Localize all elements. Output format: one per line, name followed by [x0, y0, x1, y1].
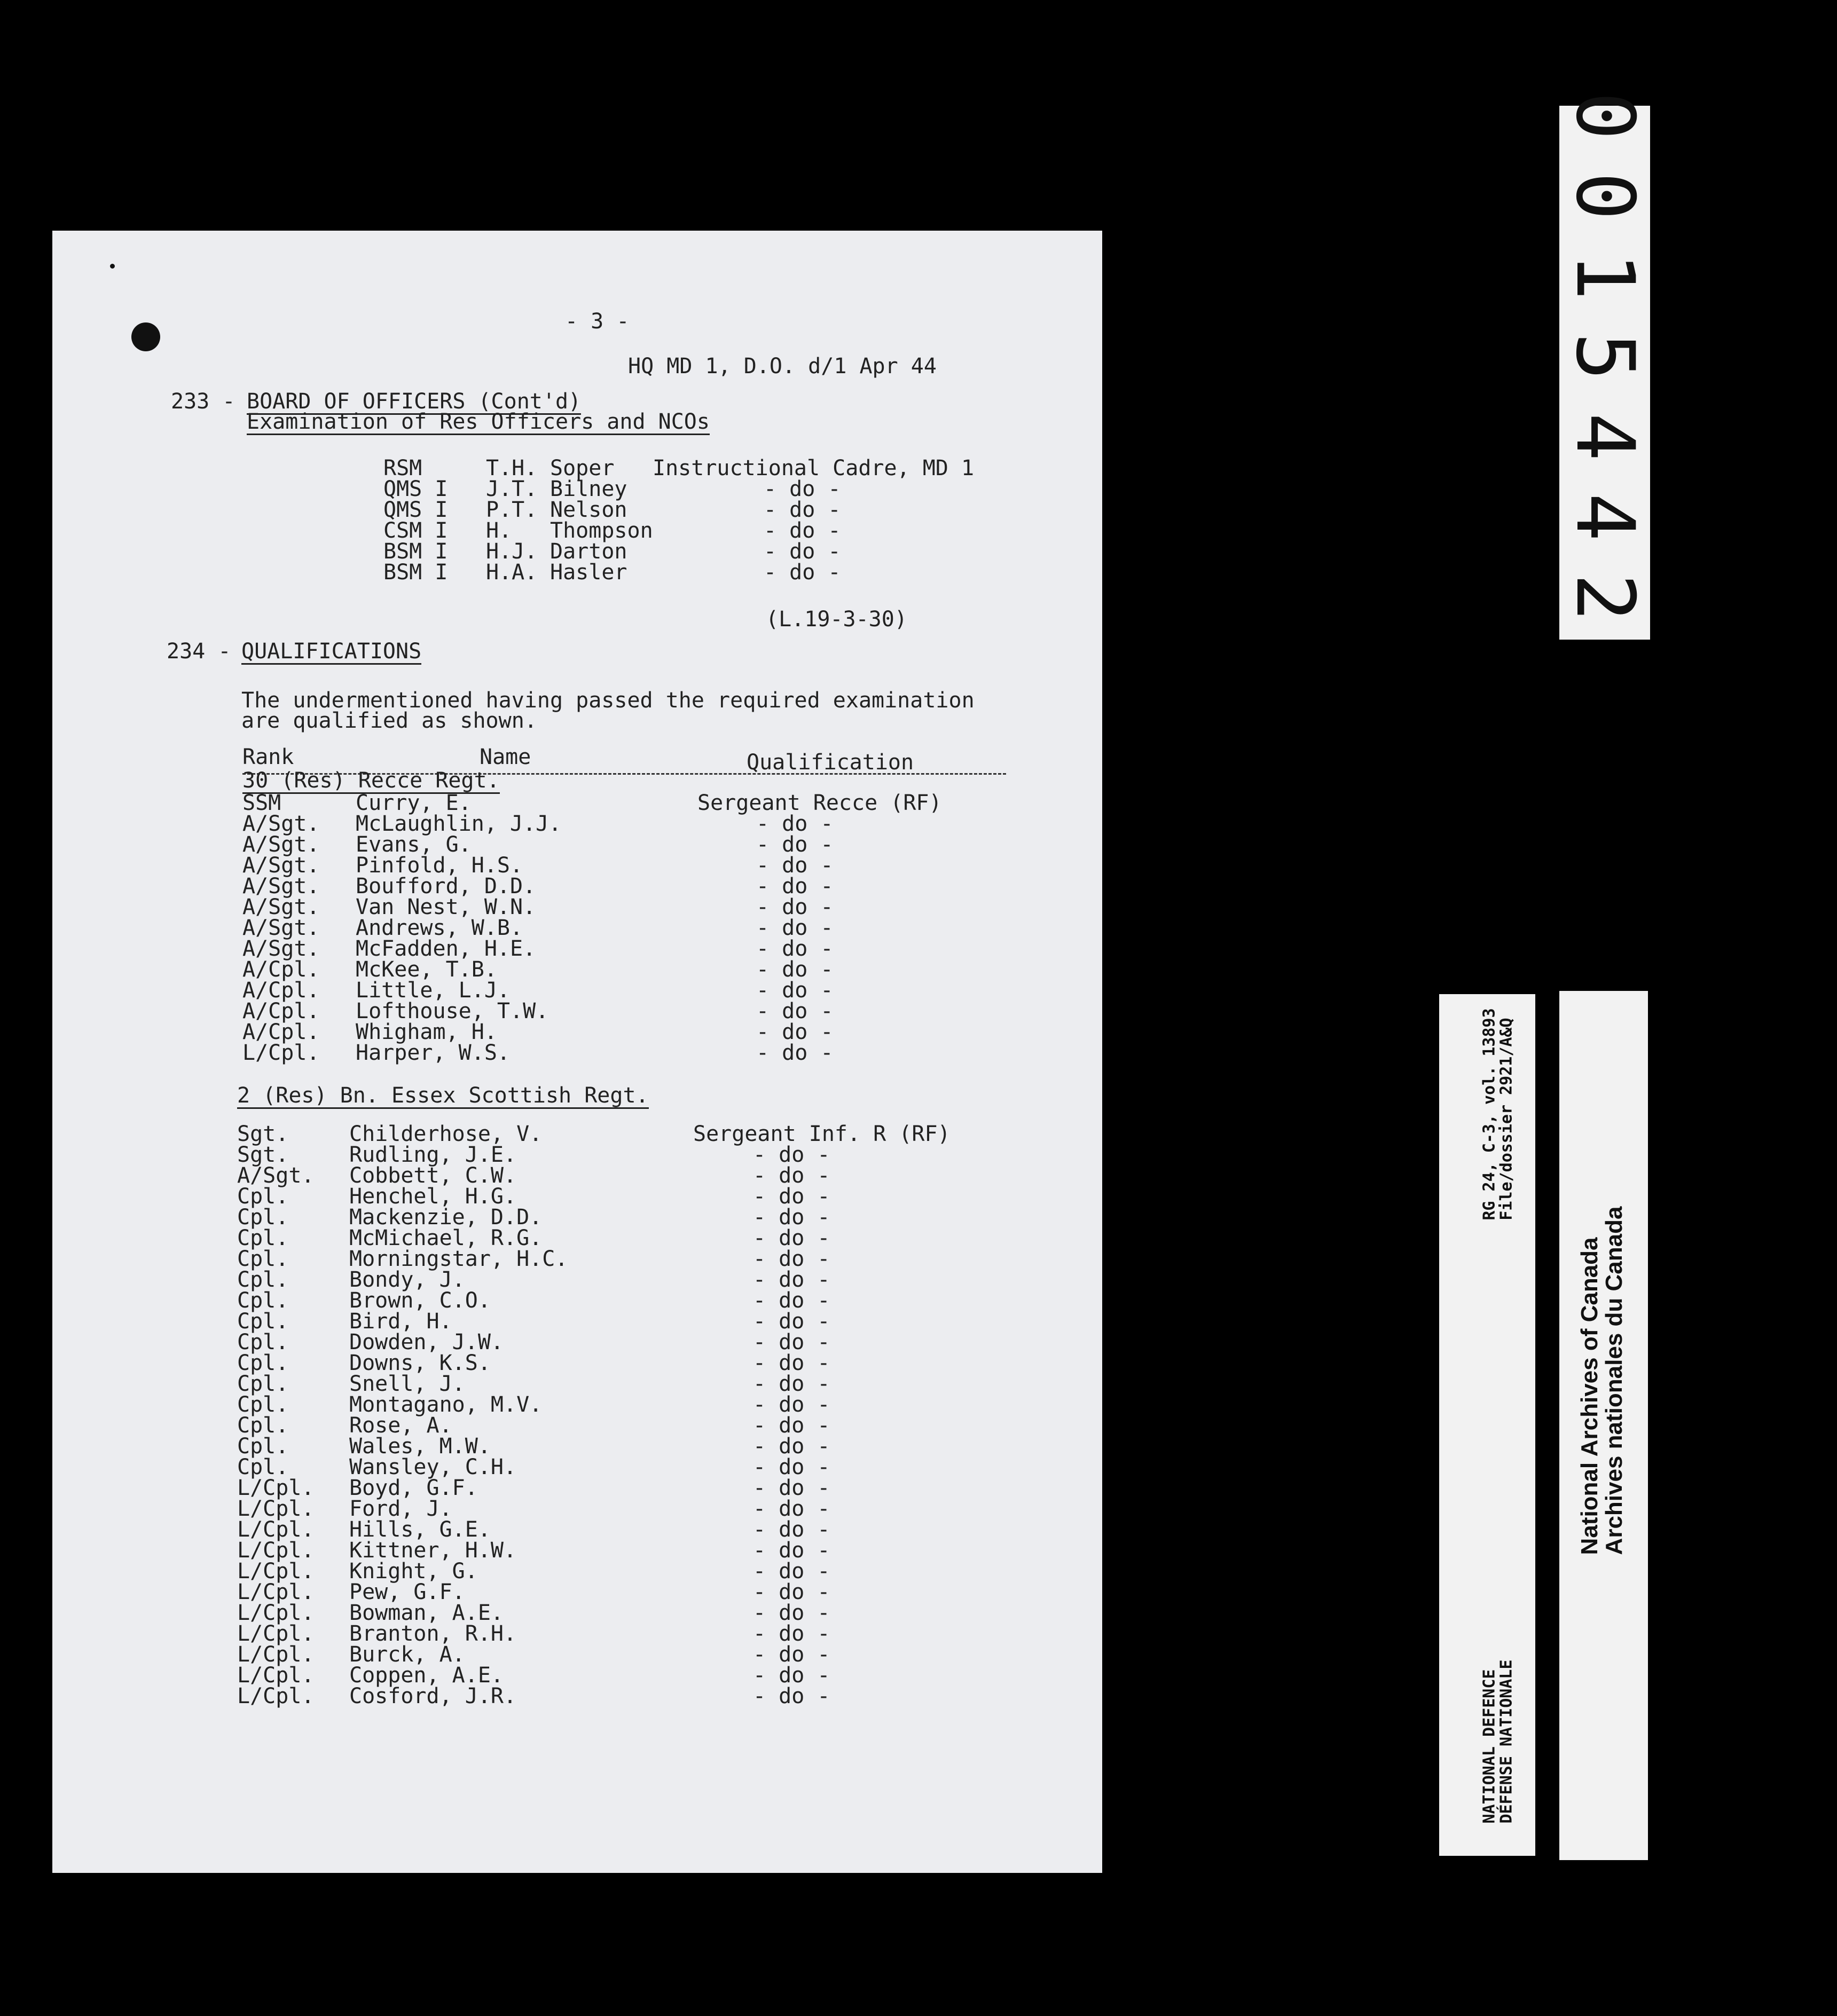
- table-row-qualification: - do -: [756, 957, 834, 982]
- examinee-initials: P.T.: [486, 498, 538, 522]
- examinee-surname: Bilney: [550, 477, 627, 501]
- speck: [110, 264, 115, 269]
- table-row-qualification: - do -: [753, 1143, 830, 1167]
- table-row-rank: Cpl.: [237, 1455, 289, 1479]
- table-row-rank: Cpl.: [237, 1288, 289, 1313]
- section-233-title: BOARD OF OFFICERS (Cont'd): [247, 389, 582, 414]
- table-row-rank: Sgt.: [237, 1143, 289, 1167]
- column-header-name: Name: [480, 745, 531, 769]
- table-row-rank: A/Cpl.: [242, 957, 320, 982]
- examinee-rank: CSM I: [383, 518, 448, 543]
- table-row-name: Bird, H.: [349, 1309, 452, 1334]
- table-row-qualification: - do -: [756, 812, 834, 836]
- microfilm-frame-label: [1558, 91, 1651, 654]
- table-row-qualification: - do -: [753, 1247, 830, 1271]
- table-row-qualification: - do -: [756, 895, 834, 919]
- examinee-surname: Hasler: [550, 560, 627, 585]
- table-row-rank: L/Cpl.: [237, 1663, 315, 1688]
- table-row-name: Lofthouse, T.W.: [356, 999, 549, 1023]
- table-row-rank: L/Cpl.: [237, 1642, 315, 1667]
- examinee-rank: QMS I: [383, 498, 448, 522]
- table-row-name: Rudling, J.E.: [349, 1143, 517, 1167]
- table-row-name: Snell, J.: [349, 1372, 465, 1396]
- table-row-name: McLaughlin, J.J.: [356, 812, 562, 836]
- table-row-qualification: - do -: [753, 1413, 830, 1438]
- table-row-qualification: - do -: [753, 1684, 830, 1708]
- table-row-rank: Cpl.: [237, 1205, 289, 1230]
- order-reference: HQ MD 1, D.O. d/1 Apr 44: [628, 354, 937, 379]
- department-line-1: NATIONAL DEFENCE: [1480, 1669, 1499, 1824]
- table-row-name: Henchel, H.G.: [349, 1184, 517, 1209]
- table-row-name: McKee, T.B.: [356, 957, 497, 982]
- table-row-rank: A/Sgt.: [242, 832, 320, 857]
- table-row-rank: L/Cpl.: [237, 1559, 315, 1584]
- table-row-rank: A/Sgt.: [242, 874, 320, 899]
- table-row-rank: Cpl.: [237, 1309, 289, 1334]
- table-row-name: Kittner, H.W.: [349, 1538, 517, 1563]
- intro-line-1: The undermentioned having passed the required examination: [241, 688, 975, 713]
- table-row-qualification: - do -: [756, 999, 834, 1023]
- document-page: [52, 231, 1102, 1873]
- table-row-rank: Cpl.: [237, 1184, 289, 1209]
- table-row-rank: L/Cpl.: [237, 1621, 315, 1646]
- table-row-name: Boufford, D.D.: [356, 874, 536, 899]
- table-row-name: Ford, J.: [349, 1497, 452, 1521]
- table-row-rank: L/Cpl.: [237, 1601, 315, 1625]
- table-row-qualification: - do -: [753, 1330, 830, 1354]
- section-234-title: QUALIFICATIONS: [241, 639, 422, 664]
- table-row-rank: A/Cpl.: [242, 999, 320, 1023]
- table-row-qualification: - do -: [753, 1559, 830, 1584]
- table-row-name: Childerhose, V.: [349, 1122, 543, 1146]
- table-row-qualification: - do -: [753, 1372, 830, 1396]
- intro-line-2: are qualified as shown.: [241, 708, 537, 733]
- table-row-rank: L/Cpl.: [237, 1497, 315, 1521]
- column-header-rank: Rank: [242, 745, 294, 769]
- examinee-initials: H.J.: [486, 539, 538, 564]
- table-row-qualification: - do -: [753, 1309, 830, 1334]
- table-row-rank: L/Cpl.: [237, 1476, 315, 1500]
- table-row-name: Little, L.J.: [356, 978, 510, 1003]
- table-row-rank: Cpl.: [237, 1413, 289, 1438]
- table-row-name: Van Nest, W.N.: [356, 895, 536, 919]
- table-row-qualification: - do -: [756, 853, 834, 878]
- column-header-qualification: Qualification: [747, 750, 914, 775]
- table-row-name: McMichael, R.G.: [349, 1226, 543, 1250]
- table-row-qualification: - do -: [753, 1517, 830, 1542]
- section-234-number: 234 -: [167, 639, 231, 664]
- unit-1-heading: 30 (Res) Recce Regt.: [242, 768, 500, 793]
- archives-strip: [1559, 991, 1648, 1860]
- table-row-rank: A/Cpl.: [242, 1020, 320, 1044]
- table-row-qualification: - do -: [756, 916, 834, 940]
- examinee-surname: Nelson: [550, 498, 627, 522]
- table-row-name: Whigham, H.: [356, 1020, 497, 1044]
- examinee-initials: H.A.: [486, 560, 538, 585]
- table-row-name: Harper, W.S.: [356, 1041, 510, 1065]
- table-row-rank: A/Sgt.: [237, 1163, 315, 1188]
- table-row-qualification: Sergeant Inf. R (RF): [693, 1122, 951, 1146]
- table-row-name: Branton, R.H.: [349, 1621, 517, 1646]
- table-row-rank: L/Cpl.: [242, 1041, 320, 1065]
- section-233-subtitle: Examination of Res Officers and NCOs: [247, 410, 710, 434]
- table-row-qualification: - do -: [753, 1455, 830, 1479]
- examinee-initials: T.H.: [486, 456, 538, 481]
- examinee-initials: H.: [486, 518, 512, 543]
- table-row-name: Dowden, J.W.: [349, 1330, 504, 1354]
- table-row-name: McFadden, H.E.: [356, 936, 536, 961]
- table-row-rank: A/Sgt.: [242, 895, 320, 919]
- table-row-name: Bondy, J.: [349, 1267, 465, 1292]
- table-row-rank: L/Cpl.: [237, 1538, 315, 1563]
- table-row-qualification: - do -: [753, 1497, 830, 1521]
- unit-2-heading: 2 (Res) Bn. Essex Scottish Regt.: [237, 1083, 649, 1108]
- archives-name: [1577, 1207, 1627, 1555]
- table-row-rank: Cpl.: [237, 1372, 289, 1396]
- frame-number: 0015442: [1558, 91, 1651, 654]
- table-row-qualification: Sergeant Recce (RF): [697, 791, 942, 815]
- table-row-qualification: - do -: [753, 1163, 830, 1188]
- table-row-qualification: - do -: [756, 832, 834, 857]
- table-row-rank: Cpl.: [237, 1226, 289, 1250]
- table-row-name: Wansley, C.H.: [349, 1455, 517, 1479]
- table-row-rank: Cpl.: [237, 1392, 289, 1417]
- table-row-qualification: - do -: [753, 1434, 830, 1459]
- table-row-qualification: - do -: [753, 1580, 830, 1604]
- table-row-name: Montagano, M.V.: [349, 1392, 543, 1417]
- table-row-name: Mackenzie, D.D.: [349, 1205, 543, 1230]
- table-row-qualification: - do -: [753, 1392, 830, 1417]
- page-number: - 3 -: [565, 309, 630, 334]
- table-row-rank: A/Sgt.: [242, 916, 320, 940]
- table-row-name: Morningstar, H.C.: [349, 1247, 568, 1271]
- archives-line-1: National Archives of Canada: [1576, 1237, 1603, 1555]
- table-row-qualification: - do -: [756, 874, 834, 899]
- table-row-qualification: - do -: [756, 978, 834, 1003]
- table-row-rank: Cpl.: [237, 1351, 289, 1375]
- table-row-rank: Cpl.: [237, 1267, 289, 1292]
- table-row-qualification: - do -: [753, 1184, 830, 1209]
- table-row-rank: A/Sgt.: [242, 936, 320, 961]
- examinee-appointment: - do -: [764, 539, 841, 564]
- examinee-surname: Soper: [550, 456, 615, 481]
- table-row-name: Hills, G.E.: [349, 1517, 491, 1542]
- examinee-appointment: - do -: [764, 498, 841, 522]
- table-row-rank: Sgt.: [237, 1122, 289, 1146]
- table-row-name: Boyd, G.F.: [349, 1476, 478, 1500]
- examinee-appointment: - do -: [764, 477, 841, 501]
- table-row-name: Burck, A.: [349, 1642, 465, 1667]
- table-row-qualification: - do -: [756, 1020, 834, 1044]
- table-row-qualification: - do -: [756, 1041, 834, 1065]
- table-row-qualification: - do -: [753, 1642, 830, 1667]
- fonds-reference-line-1: RG 24, C-3, vol. 13893: [1480, 1008, 1499, 1220]
- table-row-rank: Cpl.: [237, 1434, 289, 1459]
- examinee-rank: RSM: [383, 456, 422, 481]
- table-row-rank: A/Sgt.: [242, 812, 320, 836]
- table-row-qualification: - do -: [753, 1267, 830, 1292]
- table-row-name: Cobbett, C.W.: [349, 1163, 517, 1188]
- table-row-rank: L/Cpl.: [237, 1517, 315, 1542]
- table-row-rank: Cpl.: [237, 1330, 289, 1354]
- table-row-rank: A/Cpl.: [242, 978, 320, 1003]
- examinee-surname: Thompson: [550, 518, 653, 543]
- examinee-surname: Darton: [550, 539, 627, 564]
- examinee-rank: BSM I: [383, 539, 448, 564]
- table-row-name: Rose, A.: [349, 1413, 452, 1438]
- table-row-name: Knight, G.: [349, 1559, 478, 1584]
- table-row-name: Coppen, A.E.: [349, 1663, 504, 1688]
- table-row-qualification: - do -: [753, 1538, 830, 1563]
- department-name: [1481, 1659, 1515, 1823]
- table-row-qualification: - do -: [756, 936, 834, 961]
- table-row-qualification: - do -: [753, 1476, 830, 1500]
- table-row-rank: L/Cpl.: [237, 1684, 315, 1708]
- table-row-name: Wales, M.W.: [349, 1434, 491, 1459]
- fonds-reference-line-2: File/dossier 2921/A&Q: [1497, 1018, 1516, 1220]
- table-row-name: Curry, E.: [356, 791, 472, 815]
- table-row-qualification: - do -: [753, 1288, 830, 1313]
- table-row-name: Pew, G.F.: [349, 1580, 465, 1604]
- table-row-qualification: - do -: [753, 1663, 830, 1688]
- department-line-2: DÉFENSE NATIONALE: [1497, 1659, 1516, 1824]
- section-233-number: 233 -: [171, 389, 235, 414]
- table-row-name: Pinfold, H.S.: [356, 853, 523, 878]
- table-row-rank: A/Sgt.: [242, 853, 320, 878]
- punch-hole: [131, 322, 160, 351]
- section-233-reference: (L.19-3-30): [766, 607, 907, 632]
- examinee-appointment: Instructional Cadre, MD 1: [653, 456, 975, 481]
- table-row-qualification: - do -: [753, 1226, 830, 1250]
- table-row-rank: L/Cpl.: [237, 1580, 315, 1604]
- examinee-rank: QMS I: [383, 477, 448, 501]
- table-row-name: Brown, C.O.: [349, 1288, 491, 1313]
- table-row-qualification: - do -: [753, 1351, 830, 1375]
- table-row-name: Cosford, J.R.: [349, 1684, 517, 1708]
- table-row-rank: SSM: [242, 791, 281, 815]
- table-row-name: Andrews, W.B.: [356, 916, 523, 940]
- examinee-appointment: - do -: [764, 560, 841, 585]
- examinee-rank: BSM I: [383, 560, 448, 585]
- table-row-name: Bowman, A.E.: [349, 1601, 504, 1625]
- fonds-reference: [1481, 1008, 1515, 1220]
- archives-line-2: Archives nationales du Canada: [1601, 1206, 1627, 1555]
- table-row-rank: Cpl.: [237, 1247, 289, 1271]
- examinee-initials: J.T.: [486, 477, 538, 501]
- examinee-appointment: - do -: [764, 518, 841, 543]
- fonds-reference-strip: [1439, 994, 1535, 1856]
- table-row-name: Evans, G.: [356, 832, 472, 857]
- table-row-qualification: - do -: [753, 1621, 830, 1646]
- table-row-name: Downs, K.S.: [349, 1351, 491, 1375]
- table-row-qualification: - do -: [753, 1205, 830, 1230]
- table-row-qualification: - do -: [753, 1601, 830, 1625]
